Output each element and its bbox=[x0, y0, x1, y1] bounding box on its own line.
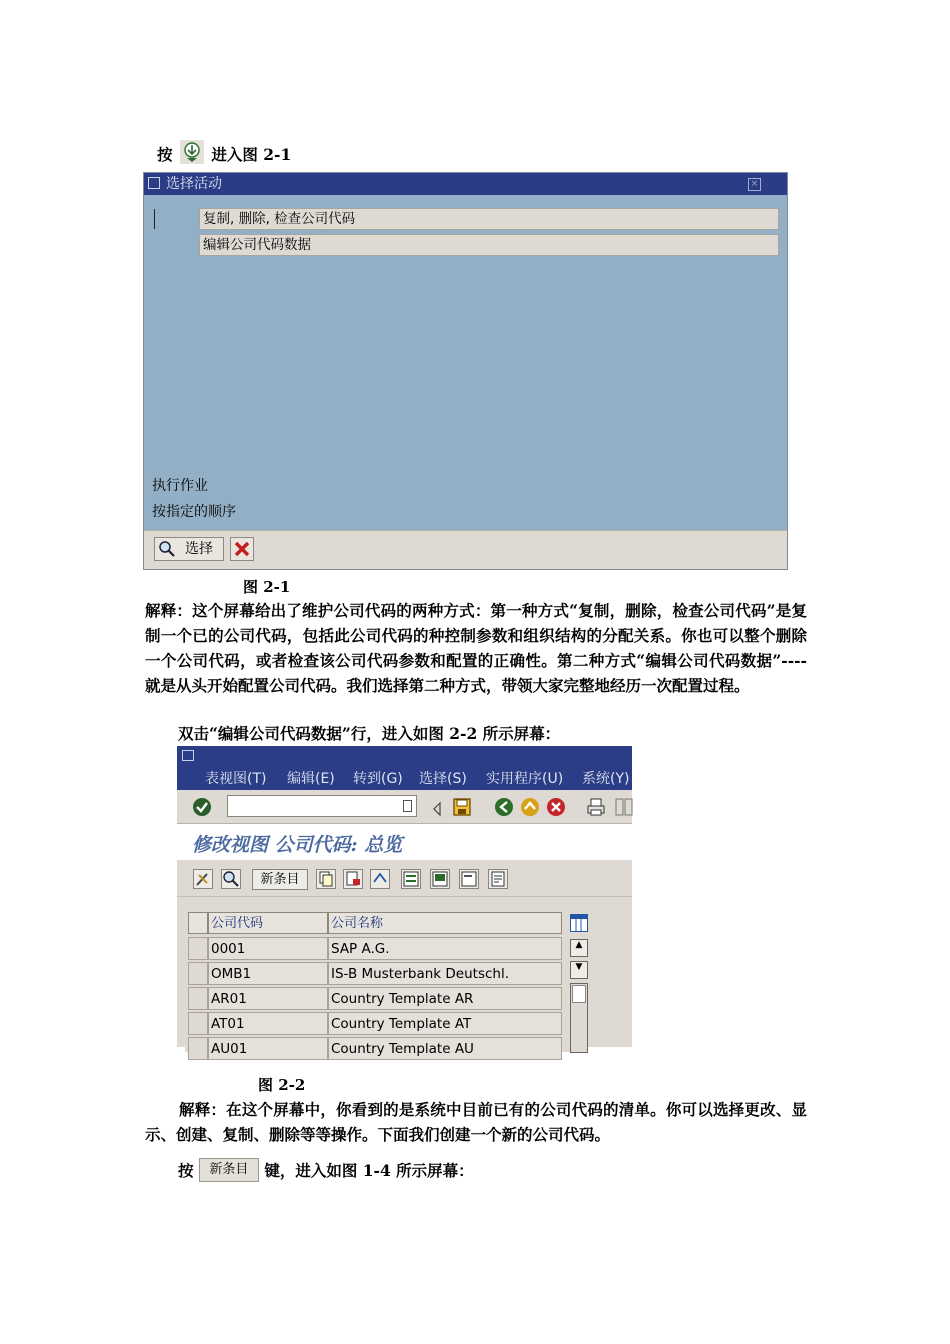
company-code-cell[interactable]: OMB1 bbox=[208, 962, 328, 985]
select-block-icon[interactable] bbox=[430, 869, 450, 889]
command-field[interactable] bbox=[227, 795, 417, 817]
print-icon[interactable] bbox=[587, 798, 605, 820]
back-icon[interactable] bbox=[495, 798, 513, 816]
column-config-icon[interactable] bbox=[570, 914, 588, 932]
company-name-cell[interactable]: Country Template AU bbox=[328, 1037, 562, 1060]
cancel-button[interactable] bbox=[230, 537, 254, 561]
intro-line bbox=[157, 140, 291, 166]
company-name-cell[interactable]: Country Template AT bbox=[328, 1012, 562, 1035]
command-history-icon[interactable] bbox=[403, 800, 412, 812]
execute-job-label: 执行作业 bbox=[152, 478, 208, 494]
sap-change-view-screen bbox=[177, 746, 632, 1057]
intro-before: 按 bbox=[157, 145, 173, 164]
cancel-icon[interactable] bbox=[547, 798, 565, 816]
window-menu-icon[interactable] bbox=[182, 750, 194, 761]
company-name-cell[interactable]: Country Template AR bbox=[328, 987, 562, 1010]
intro-after: 进入图 2-1 bbox=[211, 145, 292, 164]
company-code-cell[interactable]: 0001 bbox=[208, 937, 328, 960]
menu-selection[interactable]: 选择(S) bbox=[419, 771, 467, 787]
vertical-scrollbar[interactable] bbox=[570, 983, 588, 1053]
details-magnifier-icon[interactable] bbox=[221, 869, 241, 889]
activity-item-copy-delete-check[interactable]: 复制, 删除, 检查公司代码 bbox=[199, 208, 779, 230]
company-name-cell[interactable]: SAP A.G. bbox=[328, 937, 562, 960]
magnifier-icon bbox=[158, 540, 176, 558]
explanation-2: 解释：在这个屏幕中，你看到的是系统中目前已有的公司代码的清单。你可以选择更改、显示、创建、复制、删除等等操作。下面我们创建一个新的公司代码。 bbox=[145, 1100, 807, 1144]
dialog-titlebar bbox=[144, 173, 787, 195]
column-header-company-code[interactable]: 公司代码 bbox=[208, 912, 328, 934]
specified-order-label: 按指定的顺序 bbox=[152, 504, 236, 520]
dialog-footer bbox=[144, 530, 787, 569]
enter-check-icon[interactable] bbox=[193, 798, 211, 816]
select-button-label: 选择 bbox=[185, 541, 213, 557]
row-selector[interactable] bbox=[188, 962, 208, 985]
menu-bar bbox=[177, 746, 632, 790]
table-row[interactable] bbox=[185, 987, 562, 1012]
print-view-icon[interactable] bbox=[488, 869, 508, 889]
execute-activity-icon bbox=[180, 140, 204, 164]
undo-change-icon[interactable] bbox=[370, 869, 390, 889]
select-all-column-header[interactable] bbox=[188, 912, 208, 934]
screen-title-area bbox=[177, 824, 632, 860]
delete-icon[interactable] bbox=[343, 869, 363, 889]
find-icon[interactable] bbox=[615, 798, 633, 820]
dblclick-instruction: 双击“编辑公司代码数据”行，进入如图 2-2 所示屏幕： bbox=[178, 724, 561, 743]
cancel-x-icon bbox=[233, 539, 251, 566]
row-selector[interactable] bbox=[188, 1037, 208, 1060]
final-before: 按 bbox=[178, 1161, 194, 1180]
select-activity-dialog bbox=[143, 172, 788, 570]
copy-as-icon[interactable] bbox=[316, 869, 336, 889]
screen-title: 修改视图 公司代码: 总览 bbox=[192, 834, 403, 856]
company-name-cell[interactable]: IS-B Musterbank Deutschl. bbox=[328, 962, 562, 985]
row-selector[interactable] bbox=[188, 987, 208, 1010]
menu-goto[interactable]: 转到(G) bbox=[353, 771, 403, 787]
company-code-table bbox=[185, 912, 585, 1057]
dialog-title: 选择活动 bbox=[166, 176, 222, 192]
standard-toolbar bbox=[177, 790, 632, 824]
menu-utilities[interactable]: 实用程序(U) bbox=[486, 771, 564, 787]
save-icon[interactable] bbox=[453, 798, 471, 820]
company-code-cell[interactable]: AU01 bbox=[208, 1037, 328, 1060]
new-entries-button[interactable]: 新条目 bbox=[252, 869, 308, 890]
exit-icon[interactable] bbox=[521, 798, 539, 816]
row-selector[interactable] bbox=[188, 1012, 208, 1035]
new-entries-inline-button: 新条目 bbox=[199, 1158, 259, 1182]
column-header-company-name[interactable]: 公司名称 bbox=[328, 912, 562, 934]
company-code-cell[interactable]: AT01 bbox=[208, 1012, 328, 1035]
menu-system[interactable]: 系统(Y) bbox=[582, 771, 630, 787]
row-selector[interactable] bbox=[188, 937, 208, 960]
explanation-1: 解释：这个屏幕给出了维护公司代码的两种方式：第一种方式“复制，删除，检查公司代码”是复制一个已的公司代码，包括此公司代码的种控制参数和组织结构的分配关系。你也可以整个删除一个公司代码，或者检查该公司代码参数和配置的正确性。第二种方式“编辑公司代码数据”----就是从头开始配置公司代码。我们选择第二种方式，带领大家完整地经历一次配置过程。 bbox=[145, 601, 807, 695]
select-all-icon[interactable] bbox=[401, 869, 421, 889]
nav-left-icon[interactable] bbox=[433, 801, 441, 820]
text-cursor bbox=[154, 209, 155, 229]
menu-edit[interactable]: 编辑(E) bbox=[287, 771, 335, 787]
final-after: 键，进入如图 1-4 所示屏幕： bbox=[264, 1161, 474, 1180]
company-code-cell[interactable]: AR01 bbox=[208, 987, 328, 1010]
close-icon[interactable]: × bbox=[748, 178, 761, 191]
menu-table-view[interactable]: 表视图(T) bbox=[205, 771, 267, 787]
activity-item-edit-company-code[interactable]: 编辑公司代码数据 bbox=[199, 234, 779, 256]
table-row[interactable] bbox=[185, 1012, 562, 1037]
table-row[interactable] bbox=[185, 1037, 562, 1062]
window-menu-icon[interactable] bbox=[148, 177, 160, 189]
scroll-up-button[interactable]: ▲ bbox=[570, 939, 588, 957]
deselect-all-icon[interactable] bbox=[459, 869, 479, 889]
table-row[interactable] bbox=[185, 937, 562, 962]
figure1-caption: 图 2-1 bbox=[243, 578, 291, 596]
select-button[interactable] bbox=[154, 537, 224, 561]
change-display-icon[interactable] bbox=[193, 869, 213, 889]
scroll-down-button[interactable]: ▼ bbox=[570, 961, 588, 979]
scrollbar-thumb[interactable] bbox=[572, 985, 586, 1003]
application-toolbar bbox=[177, 860, 632, 897]
final-instruction bbox=[178, 1156, 474, 1186]
figure2-caption: 图 2-2 bbox=[258, 1076, 306, 1094]
table-row[interactable] bbox=[185, 962, 562, 987]
